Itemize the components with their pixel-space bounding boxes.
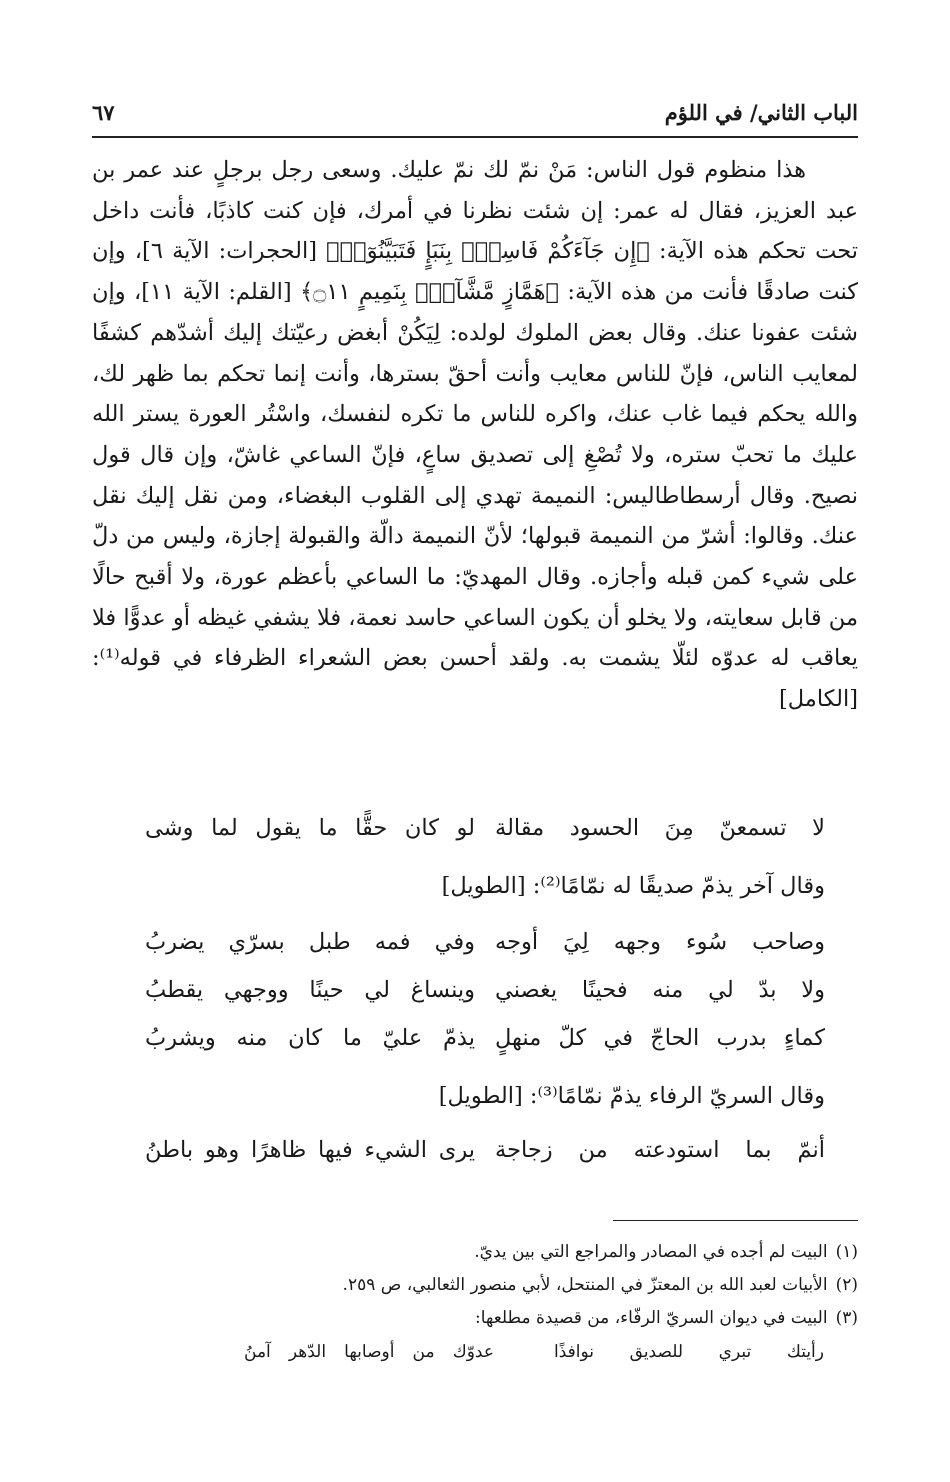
verse-first-hemistich: وصاحب سُوء وجهه لِيَ أوجه [495, 929, 825, 955]
footnote-number: (٢) [835, 1275, 858, 1295]
footnote-divider [613, 1220, 858, 1221]
footnote-text: الأبيات لعبد الله بن المعتزّ في المنتحل، لأبي منصور الثعالبي، ص ٢٥٩. [342, 1275, 828, 1295]
poem-intro: وقال آخر يذمّ صديقًا له نمّامًا⁽²⁾: [الطويل] [441, 873, 825, 899]
verse-second-hemistich: يرى الشيء فيها ظاهرًا وهو باطنُ [145, 1137, 475, 1163]
footnote-number: (٣) [835, 1308, 858, 1328]
meter-label: [الكامل] [778, 686, 858, 713]
paragraph-text: هذا منظوم قول الناس: مَنْ نمّ لك نمّ عليك. وسعى رجل برجلٍ عند عمر بن عبد العزيز، فقال له عمر: إن شئت نظرنا في أمرك، فإن كنت كاذبًا، فأنت داخل تحت تحكم هذه الآية: ﴿إِن جَآءَكُمْ فَاسِقٌۢ بِنَبَإٍ فَتَبَيَّنُوٓا۟﴾ [الحجرات: الآية ٦]، وإن كنت صادقًا فأنت من هذه الآية: ﴿هَمَّازٍ مَّشَّآءٍۭ بِنَمِيمٍ ۝١١﴾ [القلم: الآية ١١]، وإن شئت عفونا عنك. وقال بعض الملوك لولده: لِيَكُنْ أبغض رعيّتك إليك أشدّهم كشفًا لمعايب الناس، فإنّ للناس معايب وأنت أحقّ بسترها، وأنت إنما تحكم بما ظهر لك، والله يحكم فيما غاب عنك، واكره للناس ما تكره لنفسك، واسْتُر العورة يستر الله عليك ما تحبّ ستره، ولا تُصْغِ إلى تصديق ساعٍ، فإنّ الساعي غاشّ، وإن قال قول نصيح. وقال أرسطاطاليس: النميمة تهدي إلى القلوب البغضاء، ومن نقل إليك نقل عنك. وقالوا: أشرّ من النميمة قبولها؛ لأنّ النميمة دالّة والقبولة إجازة، وليس من دلّ على شيء كمن قبله وأجازه. وقال المهديّ: ما الساعي بأعظم عورة، ولا أقبح حالًا من قابل سعايته، ولا يخلو أن يكون الساعي حاسد نعمة، فلا يشفي غيظه أو عدوًّا فلا يعاقب له عدوّه لئلّا يشمت به. ولقد أحسن بعض الشعراء الظرفاء في قوله⁽¹⁾: [92, 157, 858, 672]
verse-first-hemistich: ولا بدّ لي منه فحينًا يغصني [495, 977, 825, 1003]
verse-line [145, 1130, 825, 1170]
footnote-verse-first-hemistich: رأيتك تبري للصديق نوافذًا [554, 1342, 824, 1362]
verse-second-hemistich: وفي فمه طبل بسرّي يضربُ [145, 929, 475, 955]
footnote-verse [92, 1335, 824, 1369]
main-text [92, 150, 858, 720]
page-number: ٦٧ [92, 100, 115, 125]
footnote [92, 1302, 858, 1335]
chapter-title: الباب الثاني/ في اللؤم [664, 100, 858, 125]
footnote-verse-second-hemistich: عدوّك من أوصابها الدّهر آمنُ [244, 1342, 494, 1362]
verse-first-hemistich: أنمّ بما استودعته من زجاجة [495, 1137, 825, 1163]
verse-line [145, 922, 825, 962]
verse-first-hemistich: لا تسمعنّ مِنَ الحسود مقالة [495, 815, 825, 841]
footnote [92, 1269, 858, 1302]
verse-second-hemistich: لو كان حقًّا ما يقول لما وشى [145, 815, 475, 841]
verse-line [145, 970, 825, 1010]
verse-second-hemistich: يذمّ عليّ ما كان منه ويشربُ [145, 1025, 475, 1051]
footnote [92, 1236, 858, 1269]
verse-line [145, 808, 825, 848]
running-header [92, 96, 858, 138]
poem-intro: وقال السريّ الرفاء يذمّ نمّامًا⁽³⁾: [الطويل] [438, 1083, 825, 1109]
footnote-text: البيت لم أجده في المصادر والمراجع التي بين يديّ. [474, 1242, 828, 1262]
verse-second-hemistich: وينساغ لي حينًا ووجهي يقطبُ [145, 977, 475, 1003]
verse-line [145, 1018, 825, 1058]
footnotes [92, 1236, 858, 1369]
footnote-number: (١) [835, 1242, 858, 1262]
body-paragraph [92, 150, 858, 720]
verse-first-hemistich: كماءٍ بدرب الحاجّ في كلّ منهلٍ [495, 1025, 825, 1051]
footnote-text: البيت في ديوان السريّ الرفّاء، من قصيدة مطلعها: [474, 1308, 828, 1328]
